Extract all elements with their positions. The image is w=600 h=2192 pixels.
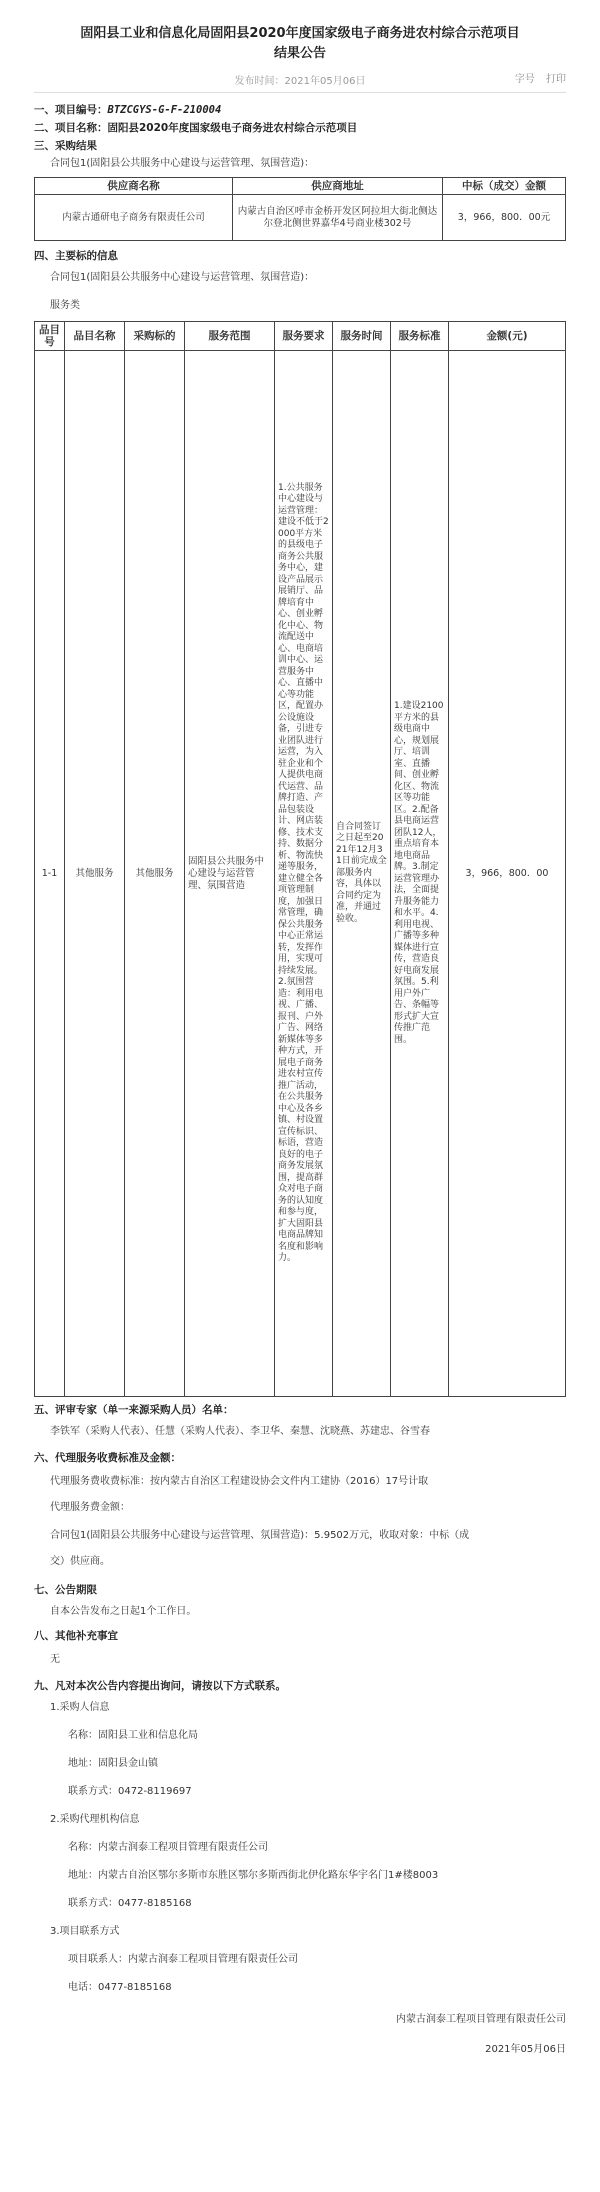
table-header-row	[35, 178, 566, 195]
project-name-label: 二、项目名称：	[34, 122, 108, 134]
service-scope-cell: 固阳县公共服务中心建设与运营管理、氛围营造	[185, 351, 275, 1397]
agency-fee-standard: 代理服务费收费标准：按内蒙古自治区工程建设协会文件内工建协（2016）17号计取	[50, 1476, 429, 1487]
col-supplier-address: 供应商地址	[233, 178, 443, 195]
project-name-value: 固阳县2020年度国家级电子商务进农村综合示范项目	[107, 122, 358, 134]
col-amount: 金额(元)	[449, 322, 566, 351]
service-requirement-cell: 1.公共服务中心建设与运营管理：建设不低于2000平方米的县级电子商务公共服务中心，建设产品展示展销厅、品牌培育中心、创业孵化中心、物流配送中心、电商培训中心、运营服务中心、直播中心等功能区，配置办公设施设备，引进专业团队进行运营，为入驻企业和个人提供电商代运营、品牌打造、产品包装设计、网店装修、技术支持、数据分析、物流快递等服务，建立健全各项管理制度，加强日常管理，确保公共服务中心正常运转，发挥作用，实现可持续发展。2.氛围营造：利用电视、广播、报刊、户外广告、网络新媒体等多种方式，开展电子商务进农村宣传推广活动，在公共服务中心及各乡镇、村设置宣传标识、标语，营造良好的电子商务发展氛围，提高群众对电子商务的认知度和参与度，扩大固阳县电商品牌知名度和影响力。	[275, 351, 333, 1397]
amount-cell: 3，966，800．00	[449, 351, 566, 1397]
title-line-2: 结果公告	[273, 46, 326, 61]
section-contact: 九、凡对本次公告内容提出询问，请按以下方式联系。	[34, 1680, 286, 1692]
agency-fee-amount-label: 代理服务费金额：	[50, 1502, 130, 1513]
toolbar-links	[507, 70, 566, 85]
col-item-target: 采购标的	[125, 322, 185, 351]
col-item-name: 品目名称	[65, 322, 125, 351]
supplier-table	[34, 177, 566, 241]
publish-time: 发布时间：2021年05月06日	[234, 76, 366, 87]
col-service-requirement: 服务要求	[275, 322, 333, 351]
purchaser-info-title: 1.采购人信息	[50, 1702, 110, 1713]
page-title	[34, 0, 566, 64]
footer-date: 2021年05月06日	[485, 2044, 566, 2055]
section-project-name	[34, 119, 566, 137]
table-row	[35, 351, 566, 1397]
col-award-amount: 中标（成交）金额	[443, 178, 566, 195]
meta-bar	[34, 66, 566, 92]
agency-fee-amount-line2: 交）供应商。	[50, 1556, 110, 1567]
purchaser-name: 名称：固阳县工业和信息化局	[68, 1730, 198, 1741]
section-project-number	[34, 101, 566, 119]
service-standard-cell: 1.建设2100平方米的县级电商中心，规划展厅、培训室、直播间、创业孵化区、物流区等功能区。2.配备县电商运营团队12人，重点培育本地电商品牌。3.制定运营管理办法，全面提升服务能力和水平。4.利用电视、广播等多种媒体进行宣传，营造良好电商发展氛围。5.利用户外广告、条幅等形式扩大宣传推广范围。	[391, 351, 449, 1397]
award-amount-cell: 3，966，800．00元	[443, 195, 566, 241]
section-notice-period: 七、公告期限	[34, 1584, 97, 1596]
title-line-1: 固阳县工业和信息化局固阳县2020年度国家级电子商务进农村综合示范项目	[80, 26, 520, 41]
section-agency-fee: 六、代理服务收费标准及金额：	[34, 1452, 181, 1464]
supplier-name-cell: 内蒙古通研电子商务有限责任公司	[35, 195, 233, 241]
col-supplier-name: 供应商名称	[35, 178, 233, 195]
notice-period-value: 自本公告发布之日起1个工作日。	[50, 1606, 197, 1617]
service-time-cell: 自合同签订之日起至2021年12月31日前完成全部服务内容，具体以合同约定为准，并通过验收。	[333, 351, 391, 1397]
items-table	[34, 321, 566, 1397]
experts-list: 李铁军（采购人代表）、任慧（采购人代表）、李卫华、秦慧、沈晓燕、苏建忠、谷雪春	[50, 1426, 430, 1437]
project-contact-phone: 电话：0477-8185168	[68, 1982, 172, 1993]
col-service-time: 服务时间	[333, 322, 391, 351]
project-contact-title: 3.项目联系方式	[50, 1926, 120, 1937]
section-experts: 五、评审专家（单一来源采购人员）名单：	[34, 1404, 234, 1416]
font-size-link[interactable]: 字号	[514, 74, 535, 85]
agency-phone: 联系方式：0477-8185168	[68, 1898, 192, 1909]
items-category: 服务类	[50, 300, 80, 311]
items-package: 合同包1(固阳县公共服务中心建设与运营管理、氛围营造)：	[50, 272, 315, 283]
section-other-matters: 八、其他补充事宜	[34, 1630, 118, 1642]
divider	[34, 92, 566, 93]
other-matters-value: 无	[50, 1654, 60, 1665]
agency-name: 名称：内蒙古润泰工程项目管理有限责任公司	[68, 1842, 268, 1853]
section-procurement-result: 三、采购结果	[34, 140, 97, 152]
item-target-cell: 其他服务	[125, 351, 185, 1397]
section-main-items: 四、主要标的信息	[34, 250, 118, 262]
table-row	[35, 195, 566, 241]
supplier-address-cell: 内蒙古自治区呼市金桥开发区阿拉坦大街北侧达尔登北侧世界嘉华4号商业楼302号	[233, 195, 443, 241]
col-item-code: 品目号	[35, 322, 65, 351]
project-number-value: BTZCGYS-G-F-210004	[107, 104, 222, 116]
project-contact-person: 项目联系人：内蒙古润泰工程项目管理有限责任公司	[68, 1954, 298, 1965]
col-service-scope: 服务范围	[185, 322, 275, 351]
agency-info-title: 2.采购代理机构信息	[50, 1814, 140, 1825]
item-name-cell: 其他服务	[65, 351, 125, 1397]
print-link[interactable]: 打印	[546, 74, 566, 85]
project-number-label: 一、项目编号：	[34, 104, 108, 116]
footer-org: 内蒙古润泰工程项目管理有限责任公司	[396, 2014, 566, 2025]
agency-address: 地址：内蒙古自治区鄂尔多斯市东胜区鄂尔多斯西街北伊化路东华宇名门1#楼8003	[68, 1870, 439, 1881]
purchaser-address: 地址：固阳县金山镇	[68, 1758, 158, 1769]
item-code-cell: 1-1	[35, 351, 65, 1397]
table-header-row	[35, 322, 566, 351]
col-service-standard: 服务标准	[391, 322, 449, 351]
agency-fee-amount-line1: 合同包1(固阳县公共服务中心建设与运营管理、氛围营造)：5.9502万元，收取对象：中标（成	[50, 1530, 470, 1541]
result-package: 合同包1(固阳县公共服务中心建设与运营管理、氛围营造)：	[50, 158, 315, 169]
purchaser-phone: 联系方式：0472-8119697	[68, 1786, 192, 1797]
